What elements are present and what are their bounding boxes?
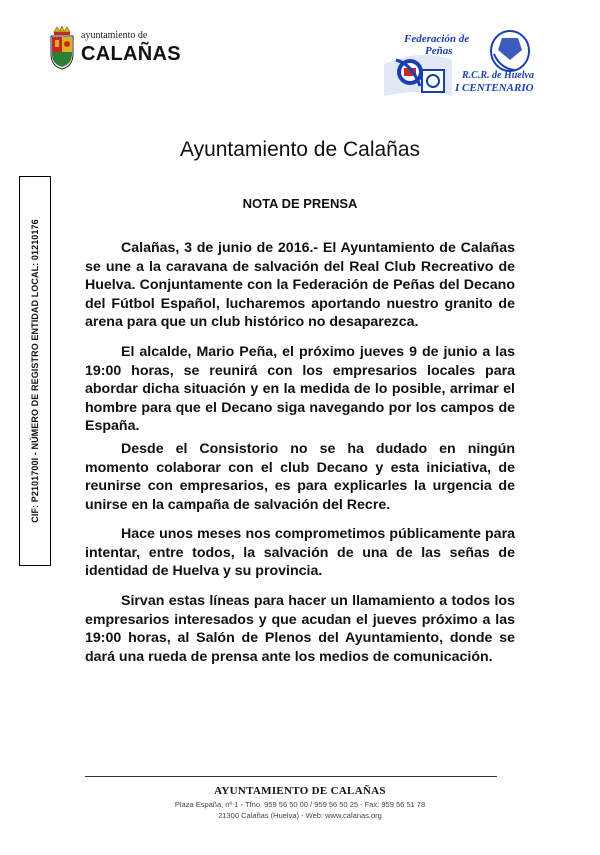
- footer-address: Plaza España, nº 1 - Tfno. 959 56 50 00 / 959 56 50 25 - Fax: 959 56 51 78: [174, 800, 426, 809]
- municipality-prefix: ayuntamiento de: [81, 30, 148, 41]
- municipality-logo: [48, 24, 188, 72]
- footer-organization-name: AYUNTAMIENTO DE CALAÑAS: [214, 785, 386, 797]
- registry-label: CIF: P2101700I - NÚMERO DE REGISTRO ENTIDAD LOCAL: 01210176: [30, 219, 40, 523]
- municipality-name: CALAÑAS: [81, 43, 181, 65]
- press-note-heading: NOTA DE PRENSA: [242, 196, 358, 211]
- paragraph-5: Sirvan estas líneas para hacer un llamamiento a todos los empresarios interesados y que acudan el jueves próximo a las 19:00 horas, al Salón de Plenos del Ayuntamiento, donde se dará una rueda de prensa ante los medios de comunicación.: [85, 593, 515, 665]
- paragraph-2: El alcalde, Mario Peña, el próximo jueves 9 de junio a las 19:00 horas, se reunirá con los empresarios locales para abordar dicha situación y en la medida de lo posible, arrimar el hombre para que el Decano siga navegando por los campos de España.: [85, 344, 515, 435]
- coat-of-arms-icon: [48, 26, 76, 70]
- federation-logo-line-4: I CENTENARIO: [455, 82, 534, 94]
- federation-logo-line-2: Peñas: [425, 45, 453, 57]
- document-title: Ayuntamiento de Calañas: [179, 138, 421, 161]
- footer-divider: [85, 776, 497, 777]
- federation-logo-line-3: R.C.R. de Huelva: [462, 70, 534, 81]
- paragraph-3: Desde el Consistorio no se ha dudado en ningún momento colaborar con el club Decano y esta iniciativa, de reunirse con empresarios, es para explicarles la urgencia de unirse en la campaña de salvación del Recre.: [85, 441, 515, 513]
- paragraph-4: Hace unos meses nos comprometimos públicamente para intentar, entre todos, la salvación de una de las señas de identidad de Huelva y su provincia.: [85, 526, 515, 580]
- federation-logo-line-1: Federación de: [404, 33, 470, 45]
- footer-city-web: 21300 Calañas (Huelva) - Web: www.calanas.org: [218, 811, 382, 820]
- paragraph-1: Calañas, 3 de junio de 2016.- El Ayuntamiento de Calañas se une a la caravana de salvación del Real Club Recreativo de Huelva. Conjuntamente con la Federación de Peñas del Decano del Fútbol Español, lucharemos aportando nuestro granito de arena para que un club histórico no desaparezca.: [85, 240, 515, 331]
